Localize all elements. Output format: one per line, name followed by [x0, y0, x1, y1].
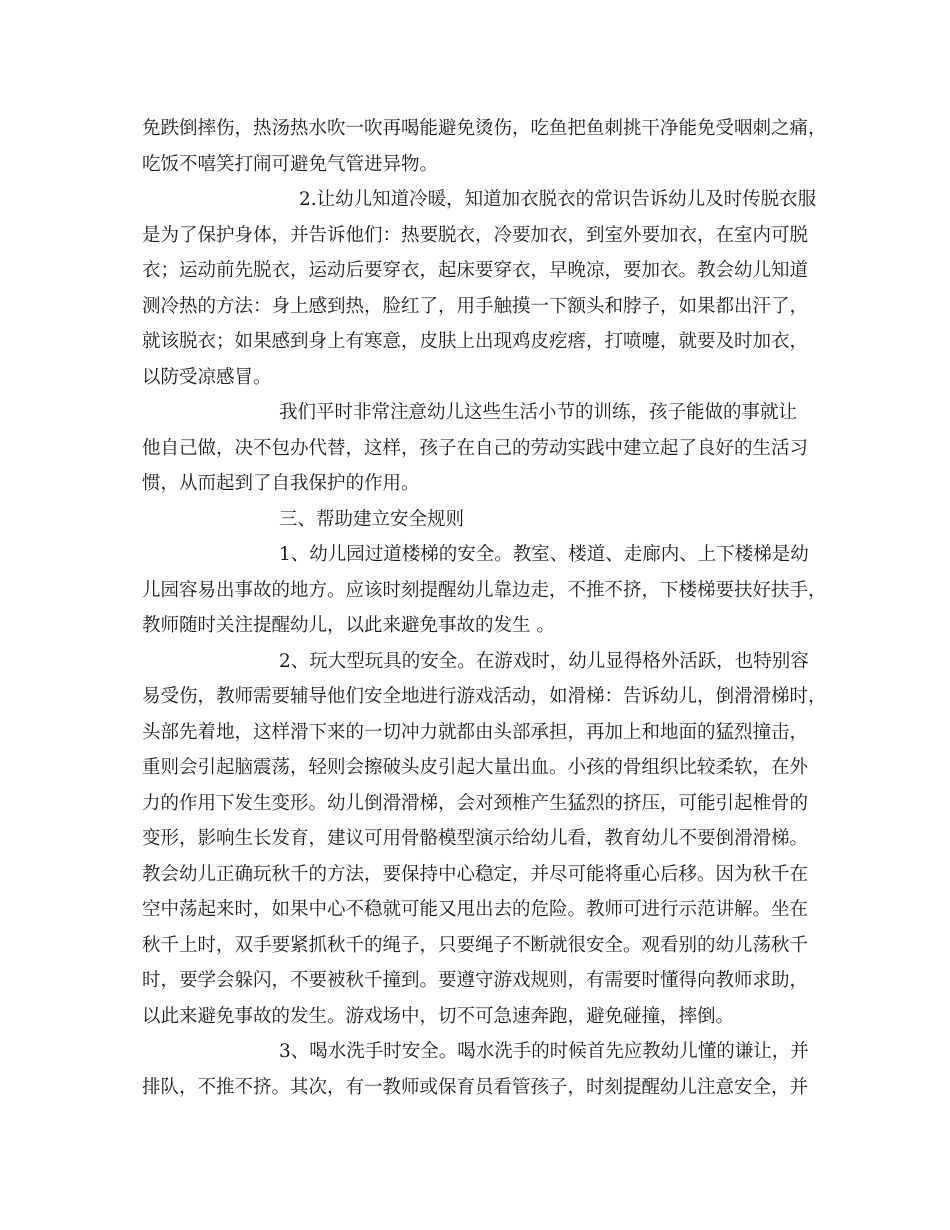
- text-line: 排队，不推不挤。其次，有一教师或保育员看管孩子，时刻提醒幼儿注意安全，并: [142, 1076, 809, 1098]
- paragraph-start: 3、喝水洗手时安全。喝水洗手的时候首先应教幼儿懂的谦让，并: [279, 1041, 809, 1062]
- text-line: 重则会引起脑震荡，轻则会擦破头皮引起大量出血。小孩的骨组织比较柔软，在外: [142, 757, 809, 778]
- text-line: 力的作用下发生变形。幼儿倒滑滑梯，会对颈椎产生猛烈的挤压，可能引起椎骨的: [142, 792, 809, 814]
- text-line: 时，要学会躲闪，不要被秋千撞到。要遵守游戏规则，有需要时懂得向教师求助，: [142, 970, 809, 991]
- text-line: 教师随时关注提醒幼儿，以此来避免事故的发生 。: [142, 615, 555, 636]
- text-line: 测冷热的方法：身上感到热，脸红了，用手触摸一下额头和脖子，如果都出汗了，: [142, 295, 809, 317]
- document-body: [142, 111, 827, 1105]
- section-heading: 三、帮助建立安全规则: [279, 508, 465, 530]
- text-line: 衣；运动前先脱衣，运动后要穿衣，起床要穿衣，早晚凉，要加衣。教会幼儿知道: [142, 260, 809, 281]
- paragraph-start: 2.让幼儿知道冷暖，知道加衣脱衣的常识告诉幼儿及时传脱衣服: [299, 189, 817, 210]
- text-line: 变形，影响生长发育，建议可用骨骼模型演示给幼儿看，教育幼儿不要倒滑滑梯。: [142, 828, 809, 849]
- text-line: 教会幼儿正确玩秋千的方法，要保持中心稳定，并尽可能将重心后移。因为秋千在: [142, 863, 809, 885]
- paragraph-start: 我们平时非常注意幼儿这些生活小节的训练，孩子能做的事就让: [279, 402, 798, 423]
- text-line: 秋千上时，双手要紧抓秋千的绳子，只要绳子不断就很安全。观看别的幼儿荡秋千: [142, 934, 809, 956]
- text-line: 以此来避免事故的发生。游戏场中，切不可急速奔跑，避免碰撞，摔倒。: [142, 1005, 735, 1027]
- text-line: 他自己做，决不包办代替，这样，孩子在自己的劳动实践中建立起了良好的生活习: [142, 437, 809, 459]
- text-line: 惯，从而起到了自我保护的作用。: [142, 473, 420, 494]
- text-line: 头部先着地，这样滑下来的一切冲力就都由头部承担，再加上和地面的猛烈撞击，: [142, 721, 809, 743]
- text-line: 以防受凉感冒。: [142, 366, 272, 388]
- text-line: 吃饭不嘻笑打闹可避免气管进异物。: [142, 153, 439, 175]
- text-line: 就该脱衣；如果感到身上有寒意，皮肤上出现鸡皮疙瘩，打喷嚏，就要及时加衣，: [142, 331, 809, 352]
- text-line: 易受伤，教师需要辅导他们安全地进行游戏活动，如滑梯：告诉幼儿，倒滑滑梯时，: [142, 686, 827, 707]
- paragraph-start: 2、玩大型玩具的安全。在游戏时，幼儿显得格外活跃，也特别容: [279, 650, 809, 672]
- text-line: 是为了保护身体，并告诉他们：热要脱衣，冷要加衣，到室外要加衣，在室内可脱: [142, 224, 809, 246]
- text-line: 空中荡起来时，如果中心不稳就可能又甩出去的危险。教师可进行示范讲解。坐在: [142, 899, 809, 920]
- text-line: 儿园容易出事故的地方。应该时刻提醒幼儿靠边走，不推不挤，下楼梯要扶好扶手，: [142, 579, 827, 601]
- text-line: 免跌倒摔伤，热汤热水吹一吹再喝能避免烫伤，吃鱼把鱼刺挑干净能免受咽刺之痛，: [142, 118, 827, 139]
- paragraph-start: 1、幼儿园过道楼梯的安全。教室、楼道、走廊内、上下楼梯是幼: [279, 544, 809, 565]
